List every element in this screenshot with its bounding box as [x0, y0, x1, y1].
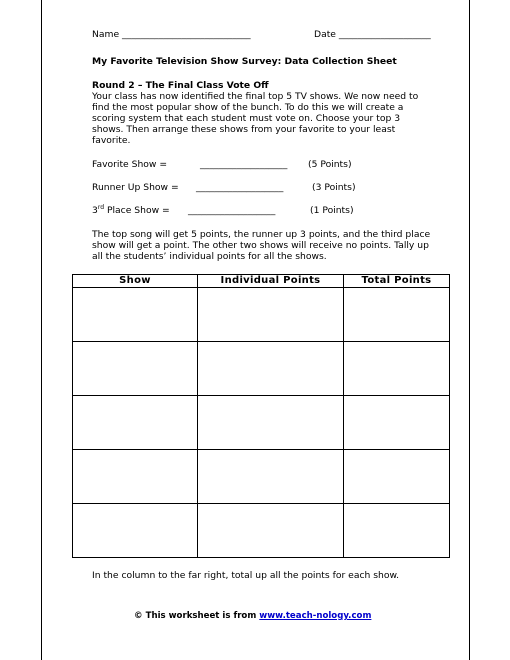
show-cell[interactable] [73, 288, 198, 342]
vote-label-number: 3 [92, 205, 98, 216]
table-row [73, 450, 450, 504]
table-header-row [73, 275, 450, 288]
table-row [73, 396, 450, 450]
vote-label-ordinal: rd [97, 204, 105, 211]
table-row [73, 342, 450, 396]
table-row [73, 288, 450, 342]
vote-blank: ___________________ [188, 205, 276, 216]
vote-blank: ___________________ [200, 159, 288, 170]
name-field-label: Name ____________________________ [92, 29, 251, 40]
show-cell[interactable] [73, 342, 198, 396]
total-points-cell[interactable] [344, 504, 450, 558]
vote-points: (1 Points) [310, 205, 354, 216]
vote-label: Place Show = [104, 205, 170, 216]
round-heading: Round 2 – The Final Class Vote Off [92, 80, 269, 91]
individual-points-cell[interactable] [198, 342, 344, 396]
vote-label: Runner Up Show = [92, 182, 179, 193]
individual-points-cell[interactable] [198, 396, 344, 450]
final-instruction: In the column to the far right, total up all the points for each show. [92, 570, 400, 581]
vote-label: Favorite Show = [92, 159, 168, 170]
date-field-label: Date ____________________ [314, 29, 431, 40]
total-points-cell[interactable] [344, 396, 450, 450]
footer-prefix: © This worksheet is from [134, 611, 260, 621]
footer-credit [134, 611, 371, 622]
column-header-individual-points: Individual Points [198, 275, 344, 288]
show-cell[interactable] [73, 504, 198, 558]
individual-points-cell[interactable] [198, 504, 344, 558]
total-points-cell[interactable] [344, 288, 450, 342]
column-header-show: Show [73, 275, 198, 288]
table-row [73, 504, 450, 558]
vote-points: (3 Points) [312, 182, 356, 193]
intro-paragraph: Your class has now identified the final top 5 TV shows. We now need to find the most popular show of the bunch. To do this we will create a scoring system that each student must vote on. Choose your top 3 shows. Then arrange these shows from your favorite to your least favorite. [92, 91, 419, 146]
points-table [72, 274, 450, 558]
vote-blank: ___________________ [196, 182, 284, 193]
vote-line-runner-up [92, 182, 356, 193]
column-header-total-points: Total Points [344, 275, 450, 288]
vote-points: (5 Points) [308, 159, 352, 170]
individual-points-cell[interactable] [198, 288, 344, 342]
show-cell[interactable] [73, 450, 198, 504]
scoring-paragraph: The top song will get 5 points, the runner up 3 points, and the third place show will get a point. The other two shows will receive no points. Tally up all the students’ individual points for all the shows. [92, 229, 431, 262]
individual-points-cell[interactable] [198, 450, 344, 504]
total-points-cell[interactable] [344, 450, 450, 504]
vote-line-favorite [92, 159, 352, 170]
vote-line-third [92, 204, 354, 216]
footer-link[interactable]: www.teach-nology.com [259, 611, 372, 621]
total-points-cell[interactable] [344, 342, 450, 396]
worksheet-title: My Favorite Television Show Survey: Data Collection Sheet [92, 56, 397, 67]
show-cell[interactable] [73, 396, 198, 450]
